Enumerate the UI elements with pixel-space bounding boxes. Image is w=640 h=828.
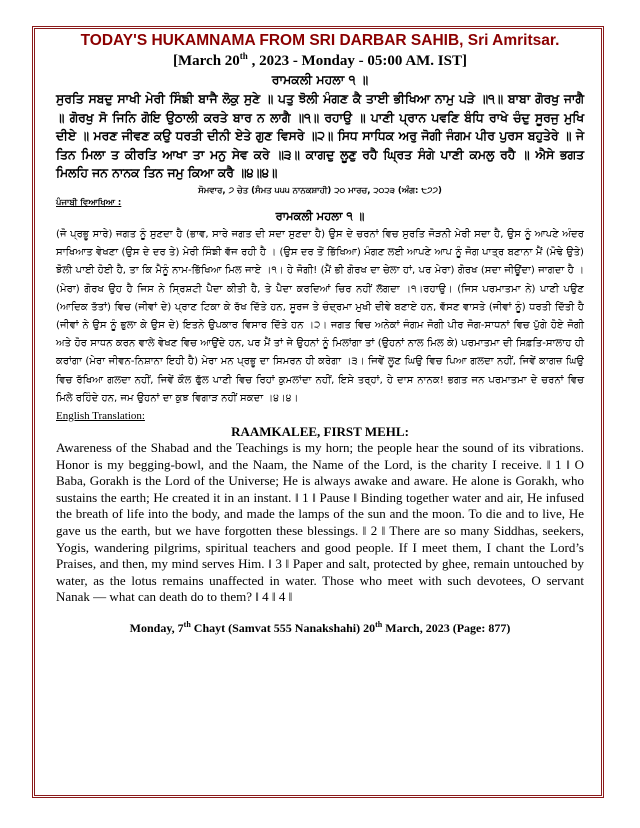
date-line: [March 20th , 2023 - Monday - 05:00 AM. IST] [173, 51, 467, 69]
english-heading: RAAMKALEE, FIRST MEHL: [231, 424, 409, 439]
gurmukhi-verse: ਸੁਰਤਿ ਸਬਦੁ ਸਾਖੀ ਮੇਰੀ ਸਿੰਙੀ ਬਾਜੈ ਲੋਕੁ ਸੁਣੇ ॥ ਪਤੁ ਝੋਲੀ ਮੰਗਣ ਕੈ ਤਾਈ ਭੀਖਿਆ ਨਾਮੁ ਪੜੇ ॥੧॥ ਬਾਬਾ ਗੋਰਖੁ ਜਾਗੈ ॥ ਗੋਰਖੁ ਸੋ ਜਿਨਿ ਗੋਇ ਉਠਾਲੀ ਕਰਤੇ ਬਾਰ ਨ ਲਾਗੈ ॥੧॥ ਰਹਾਉ ॥ ਪਾਣੀ ਪ੍ਰਾਨ ਪਵਣਿ ਬੰਧਿ ਰਾਖੇ ਚੰਦੁ ਸੂਰਜੁ ਮੁਖਿ ਦੀਏ ॥ ਮਰਣ ਜੀਵਣ ਕਉ ਧਰਤੀ ਦੀਨੀ ਏਤੇ ਗੁਣ ਵਿਸਰੇ ॥੨॥ ਸਿਧ ਸਾਧਿਕ ਅਰੁ ਜੋਗੀ ਜੰਗਮ ਪੀਰ ਪੁਰਸ ਬਹੁਤੇਰੇ ॥ ਜੇ ਤਿਨ ਮਿਲਾ ਤ ਕੀਰਤਿ ਆਖਾ ਤਾ ਮਨੁ ਸੇਵ ਕਰੇ ॥੩॥ ਕਾਗਦੁ ਲੂਣੁ ਰਹੈ ਘ੍ਰਿਤ ਸੰਗੇ ਪਾਣੀ ਕਮਲੁ ਰਹੈ ॥ ਐਸੇ ਭਗਤ ਮਿਲਹਿ ਜਨ ਨਾਨਕ ਤਿਨ ਜਮੁ ਕਿਆ ਕਰੈ ॥੪॥੪॥ [56, 92, 584, 181]
punjabi-heading: ਰਾਮਕਲੀ ਮਹਲਾ ੧ ॥ [275, 208, 365, 223]
footer-date: Monday, 7th Chayt (Samvat 555 Nanakshahi) 20th March, 2023 (Page: 877) [129, 619, 511, 635]
hukamnama-page [56, 32, 584, 636]
gurmukhi-date-line: ਸੋਮਵਾਰ, ੭ ਚੇਤ (ਸੰਮਤ ੫੫੫ ਨਾਨਕਸ਼ਾਹੀ) ੨੦ ਮਾਰਚ, ੨੦੨੩ (ਅੰਗ: ੮੭੭) [198, 185, 442, 196]
english-label: English Translation: [56, 410, 145, 422]
page-title: TODAY'S HUKAMNAMA FROM SRI DARBAR SAHIB, Sri Amritsar. [80, 32, 560, 49]
punjabi-translation: (ਜੋ ਪ੍ਰਭੂ ਸਾਰੇ) ਜਗਤ ਨੂੰ ਸੁਣਦਾ ਹੈ (ਭਾਵ, ਸਾਰੇ ਜਗਤ ਦੀ ਸਦਾ ਸੁਣਦਾ ਹੈ) ਉਸ ਦੇ ਚਰਨਾਂ ਵਿਚ ਸੁਰਤਿ ਜੋੜਨੀ ਮੇਰੀ ਸਦਾ ਹੈ, ਉਸ ਨੂੰ ਆਪਣੇ ਅੰਦਰ ਸਾਖਿਆਤ ਵੇਖਣਾ (ਉਸ ਦੇ ਦਰ ਤੇ) ਮੇਰੀ ਸਿੰਙੀ ਵੱਜ ਰਹੀ ਹੈ । (ਉਸ ਦਰ ਤੋਂ ਭਿੱਖਿਆ) ਮੰਗਣ ਲਈ ਆਪਣੇ ਆਪ ਨੂੰ ਜੋਗ ਪਾਤ੍ਰ ਬਣਾਨਾ ਮੈਂ (ਮੋਢੇ ਉਤੇ) ਝੋਲੀ ਪਾਈ ਹੋਈ ਹੈ, ਤਾ ਕਿ ਮੈਨੂੰ ਨਾਮ-ਭਿੱਖਿਆ ਮਿਲ ਜਾਏ ।੧। ਹੇ ਜੋਗੀ! (ਮੈਂ ਭੀ ਗੋਰਖ ਦਾ ਚੇਲਾ ਹਾਂ, ਪਰ ਮੇਰਾ) ਗੋਰਖ (ਸਦਾ ਜੀਊਂਦਾ) ਜਾਗਦਾ ਹੈ । (ਮੇਰਾ) ਗੋਰਖ ਉਹ ਹੈ ਜਿਸ ਨੇ ਸ੍ਰਿਸ਼ਟੀ ਪੈਦਾ ਕੀਤੀ ਹੈ, ਤੇ ਪੈਦਾ ਕਰਦਿਆਂ ਚਿਰ ਨਹੀਂ ਲੱਗਦਾ ।੧।ਰਹਾਉ। (ਜਿਸ ਪਰਮਾਤਮਾ ਨੇ) ਪਾਣੀ ਪਉਣ (ਆਦਿਕ ਤੱਤਾਂ) ਵਿਚ (ਜੀਵਾਂ ਦੇ) ਪ੍ਰਾਣ ਟਿਕਾ ਕੇ ਰੱਖ ਦਿੱਤੇ ਹਨ, ਸੂਰਜ ਤੇ ਚੰਦ੍ਰਮਾ ਮੁਖੀ ਦੀਵੇ ਬਣਾਏ ਹਨ, ਵੱਸਣ ਵਾਸਤੇ (ਜੀਵਾਂ ਨੂੰ) ਧਰਤੀ ਦਿੱਤੀ ਹੈ (ਜੀਵਾਂ ਨੇ ਉਸ ਨੂੰ ਭੁਲਾ ਕੇ ਉਸ ਦੇ) ਇਤਨੇ ਉਪਕਾਰ ਵਿਸਾਰ ਦਿੱਤੇ ਹਨ ।੨। ਜਗਤ ਵਿਚ ਅਨੇਕਾਂ ਜੰਗਮ ਜੋਗੀ ਪੀਰ ਜੋਗ-ਸਾਧਨਾਂ ਵਿਚ ਪੁੱਗੇ ਹੋਏ ਜੋਗੀ ਅਤੇ ਹੋਰ ਸਾਧਨ ਕਰਨ ਵਾਲੇ ਵੇਖਣ ਵਿਚ ਆਉਂਦੇ ਹਨ, ਪਰ ਮੈਂ ਤਾਂ ਜੇ ਉਹਨਾਂ ਨੂੰ ਮਿਲਾਂਗਾ ਤਾਂ (ਉਹਨਾਂ ਨਾਲ ਮਿਲ ਕੇ) ਪਰਮਾਤਮਾ ਦੀ ਸਿਫ਼ਤਿ-ਸਾਲਾਹ ਹੀ ਕਰਾਂਗਾ (ਮੇਰਾ ਜੀਵਨ-ਨਿਸ਼ਾਨਾ ਇਹੀ ਹੈ) ਮੇਰਾ ਮਨ ਪ੍ਰਭੂ ਦਾ ਸਿਮਰਨ ਹੀ ਕਰੇਗਾ ।੩। ਜਿਵੇਂ ਲੂਣ ਘਿਉ ਵਿਚ ਪਿਆ ਗਲਦਾ ਨਹੀਂ, ਜਿਵੇਂ ਕਾਗਜ਼ ਘਿਉ ਵਿਚ ਰੱਖਿਆ ਗਲਦਾ ਨਹੀਂ, ਜਿਵੇਂ ਕੌਲ ਫੁੱਲ ਪਾਣੀ ਵਿਚ ਰਿਹਾਂ ਕੁਮਲਾਂਦਾ ਨਹੀਂ, ਇਸੇ ਤਰ੍ਹਾਂ, ਹੇ ਦਾਸ ਨਾਨਕ! ਭਗਤ ਜਨ ਪਰਮਾਤਮਾ ਦੇ ਚਰਨਾਂ ਵਿਚ ਮਿਲੇ ਰਹਿੰਦੇ ਹਨ, ਜਮ ਉਹਨਾਂ ਦਾ ਕੁਝ ਵਿਗਾੜ ਨਹੀਂ ਸਕਦਾ ।੪।੪। [56, 228, 584, 404]
english-translation: Awareness of the Shabad and the Teachings is my horn; the people hear the sound of its vibrations. Honor is my begging-bowl, and the Naam, the Name of the Lord, is the charity I receive. ‖ 1 ‖ O Baba, Gorakh is the Lord of the Universe; He is always awake and aware. He alone is Gorakh, who sustains the earth; He created it in an instant. ‖ 1 ‖ Pause ‖ Binding together water and air, He infused the breath of life into the body, and made the lamps of the sun and the moon. To die and to live, He gave us the earth, but we have forgotten these blessings. ‖ 2 ‖ There are so many Siddhas, seekers, Yogis, wandering pilgrims, spiritual teachers and good people. If I meet them, I chant the Lord’s Praises, and then, my mind serves Him. ‖ 3 ‖ Paper and salt, protected by ghee, remain untouched by water, as the lotus remains unaffected in water. Those who meet with such devotees, O servant Nanak — what can death do to them? ‖ 4 ‖ 4 ‖ [56, 440, 584, 605]
gurmukhi-heading: ਰਾਮਕਲੀ ਮਹਲਾ ੧ ॥ [271, 72, 369, 87]
punjabi-label: ਪੰਜਾਬੀ ਵਿਆਖਿਆ : [56, 197, 122, 208]
